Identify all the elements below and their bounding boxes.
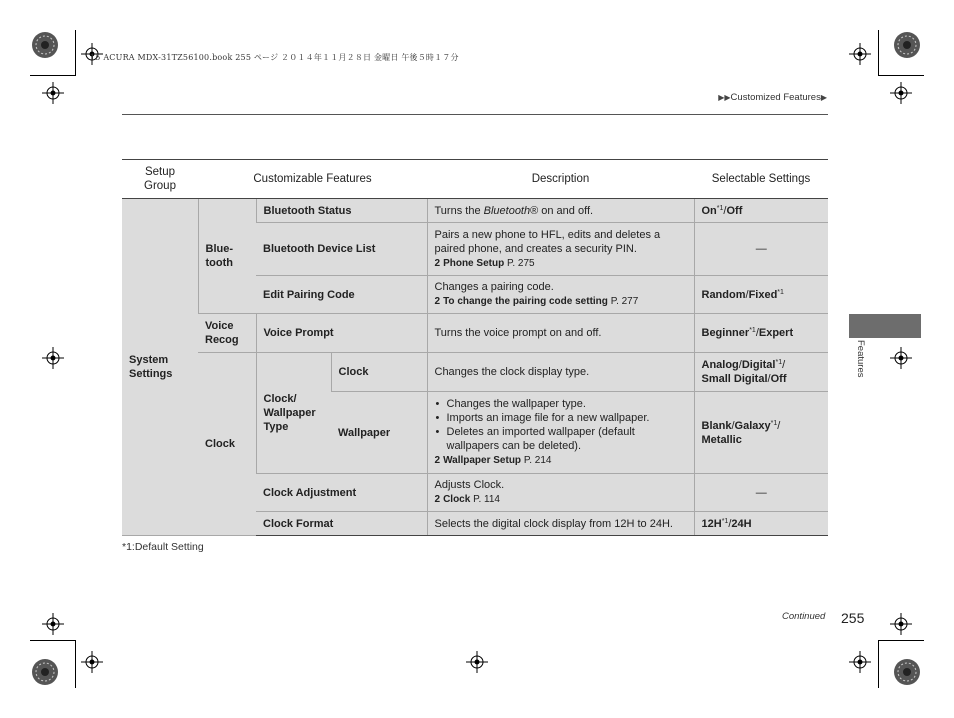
separator: / — [755, 327, 759, 339]
page-reference-link[interactable] — [435, 257, 687, 271]
option-blank: Blank — [701, 419, 732, 432]
crop-mark — [878, 640, 924, 641]
reference-page: P. 275 — [506, 257, 535, 269]
subgroup-voice-recog: Voice Recog — [198, 314, 256, 353]
settings-cell — [694, 199, 828, 223]
settings-cell — [694, 353, 828, 392]
settings-cell — [694, 512, 828, 536]
feature-voice-prompt: Voice Prompt — [256, 314, 427, 353]
description-cell — [427, 276, 694, 314]
reference-page: P. 277 — [610, 296, 639, 307]
group-system-settings: System Settings — [122, 199, 198, 536]
option-off: Off — [770, 373, 787, 385]
registration-mark-icon — [466, 651, 488, 673]
description-cell: Selects the digital clock display from 12H to 24H. — [427, 512, 694, 536]
registration-mark-icon — [849, 43, 871, 65]
separator: / — [782, 359, 786, 371]
bluetooth-word: Bluetooth — [483, 204, 531, 217]
separator: / — [777, 419, 781, 432]
table-row — [122, 314, 828, 353]
reference-page: P. 114 — [473, 494, 500, 505]
list-item: • Changes the wallpaper type. — [447, 397, 687, 411]
option-fixed: Fixed — [748, 288, 778, 301]
desc-text: Pairs a new phone to HFL, edits and deletes a paired phone, and creates a security PIN. — [434, 228, 661, 255]
separator: / — [731, 419, 735, 432]
reference-label: Phone Setup — [443, 257, 505, 269]
registration-mark-icon — [890, 613, 912, 635]
breadcrumb-label: Customized Features — [730, 92, 821, 103]
page-reference-link[interactable] — [435, 454, 687, 468]
option-analog: Analog — [701, 359, 739, 371]
option-24h: 24H — [731, 517, 752, 530]
registration-mark-icon — [42, 82, 64, 104]
customized-features-table — [122, 159, 828, 536]
desc-text: Turns the — [434, 204, 484, 217]
feature-clock-adjustment: Clock Adjustment — [256, 474, 427, 512]
header-setup-group: Setup Group — [122, 160, 198, 199]
registration-mark-icon — [890, 82, 912, 104]
description-cell: Turns the voice prompt on and off. — [427, 314, 694, 353]
reference-arrow-icon: 2 — [434, 455, 441, 466]
feature-clock-format: Clock Format — [256, 512, 427, 536]
separator: / — [767, 373, 771, 385]
section-tab[interactable] — [849, 314, 921, 338]
option-metallic: Metallic — [701, 433, 742, 446]
crop-mark — [878, 640, 879, 688]
reference-label: Wallpaper Setup — [443, 455, 522, 466]
footnote: *1:Default Setting — [122, 541, 204, 553]
feature-wallpaper: Wallpaper — [331, 392, 427, 474]
option-12h: 12H — [701, 517, 722, 530]
description-cell — [427, 199, 694, 223]
desc-text: Adjusts Clock. — [434, 479, 505, 491]
header-description: Description — [427, 160, 694, 199]
crop-mark — [878, 75, 924, 76]
feature-clock-wallpaper-type: Clock/ Wallpaper Type — [256, 353, 331, 474]
footnote-marker: *1 — [777, 288, 784, 296]
option-on: On — [701, 204, 717, 217]
page-reference-link[interactable] — [435, 493, 687, 507]
separator: / — [723, 204, 727, 217]
crop-mark — [30, 75, 76, 76]
header-customizable-features: Customizable Features — [198, 160, 427, 199]
header-rule — [122, 114, 828, 115]
description-cell — [427, 223, 694, 276]
reference-arrow-icon: 2 — [434, 257, 441, 269]
description-cell: Changes the clock display type. — [427, 353, 694, 392]
option-digital: Digital — [741, 359, 776, 371]
feature-edit-pairing-code: Edit Pairing Code — [256, 276, 427, 314]
reference-label: Clock — [443, 494, 471, 505]
separator: / — [745, 288, 749, 301]
feature-clock: Clock — [331, 353, 427, 392]
subgroup-bluetooth: Blue- tooth — [198, 199, 256, 314]
feature-bluetooth-status: Bluetooth Status — [256, 199, 427, 223]
settings-cell: — — [694, 474, 828, 512]
footnote-marker: *1 — [749, 327, 756, 334]
feature-bluetooth-device-list: Bluetooth Device List — [256, 223, 427, 276]
registration-mark-icon — [42, 347, 64, 369]
table-row — [122, 353, 828, 392]
table-row — [122, 199, 828, 223]
printer-rosette-icon — [893, 31, 921, 59]
reference-arrow-icon: 2 — [434, 494, 441, 505]
option-random: Random — [701, 288, 746, 301]
crop-mark — [878, 30, 879, 75]
description-cell — [427, 474, 694, 512]
page-number: 255 — [841, 610, 865, 626]
option-off: Off — [726, 204, 743, 217]
table-header-row — [122, 160, 828, 199]
option-expert: Expert — [758, 327, 794, 339]
desc-text: ® on and off. — [530, 204, 594, 217]
separator: / — [728, 517, 732, 530]
double-arrow-icon: ▶▶ — [718, 93, 731, 102]
arrow-icon: ▶ — [820, 93, 827, 102]
option-galaxy: Galaxy — [734, 419, 771, 432]
settings-cell — [694, 314, 828, 353]
printer-rosette-icon — [31, 658, 59, 686]
registration-mark-icon — [42, 613, 64, 635]
file-header: 15 ACURA MDX-31TZ56100.book 255 ページ ２０１４年１１月２８日 金曜日 午後５時１７分 — [90, 53, 459, 62]
reference-arrow-icon: 2 — [434, 296, 441, 307]
footnote-marker: *1 — [770, 419, 778, 427]
crop-mark — [75, 640, 76, 688]
printer-rosette-icon — [31, 31, 59, 59]
registration-mark-icon — [81, 651, 103, 673]
printer-rosette-icon — [893, 658, 921, 686]
settings-cell — [694, 276, 828, 314]
page-reference-link[interactable] — [435, 295, 687, 309]
breadcrumb[interactable] — [718, 92, 827, 103]
registration-mark-icon — [849, 651, 871, 673]
reference-page: P. 214 — [523, 455, 552, 466]
footnote-marker: *1 — [716, 204, 724, 212]
option-small-digital: Small Digital — [701, 373, 768, 385]
desc-text: Changes a pairing code. — [434, 281, 554, 293]
crop-mark — [75, 30, 76, 75]
bullet-list — [435, 397, 687, 453]
option-beginner: Beginner — [701, 327, 750, 339]
continued-label: Continued — [782, 611, 826, 622]
registration-mark-icon — [890, 347, 912, 369]
crop-mark — [30, 640, 76, 641]
header-selectable-settings: Selectable Settings — [694, 160, 828, 199]
settings-cell: — — [694, 223, 828, 276]
settings-cell — [694, 392, 828, 474]
separator: / — [738, 359, 742, 371]
footnote-marker: *1 — [775, 359, 783, 366]
subgroup-clock: Clock — [198, 353, 256, 536]
description-cell — [427, 392, 694, 474]
footnote-marker: *1 — [721, 517, 729, 525]
list-item: • Imports an image file for a new wallpaper. — [447, 411, 687, 425]
list-item: • Deletes an imported wallpaper (default wallpapers can be deleted). — [447, 425, 687, 453]
reference-label: To change the pairing code setting — [443, 296, 608, 307]
section-tab-label: Features — [855, 340, 866, 378]
